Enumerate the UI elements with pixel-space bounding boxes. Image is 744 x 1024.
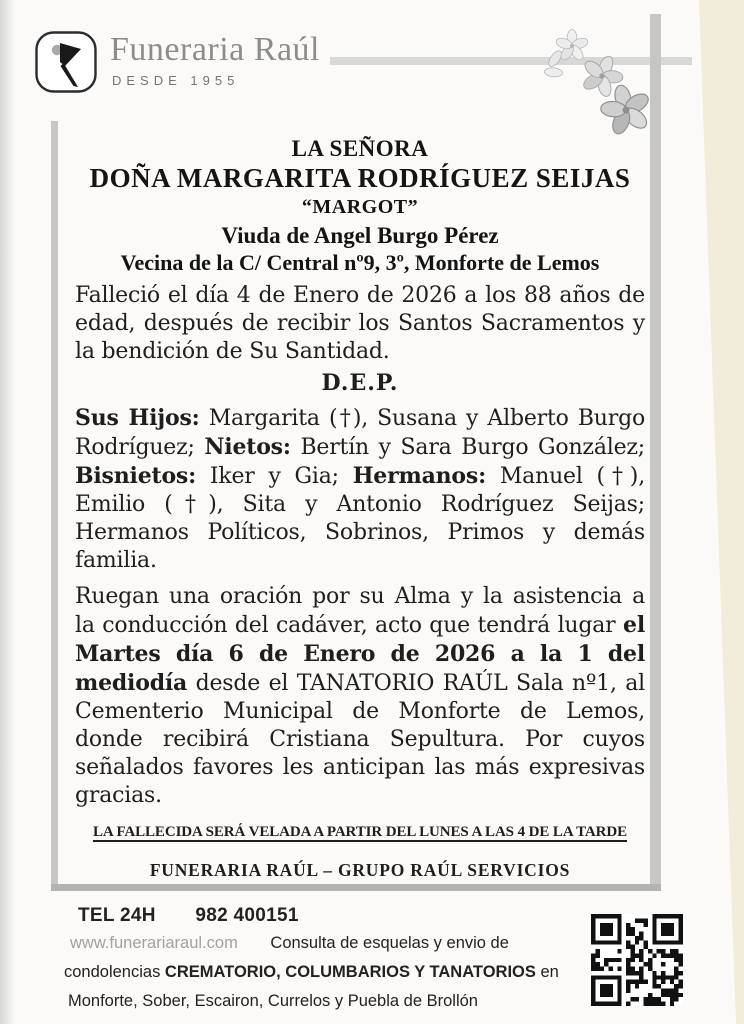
phone-line: [0, 903, 600, 929]
deceased-nickname: “MARGOT”: [301, 196, 419, 218]
services-intro-text: Consulta de esquelas y envio de: [270, 934, 509, 952]
funeraria-raul-logo-icon: [34, 30, 98, 94]
obituary-body: [59, 120, 650, 882]
funeral-home-signature: FUNERARIA RAÚL – GRUPO RAÚL SERVICIOS: [149, 860, 571, 880]
tel-24h-label: TEL 24H: [78, 905, 156, 926]
scan-edge-paper: [697, 0, 744, 1024]
tel-number: 982 400151: [195, 905, 299, 926]
frame-left: [51, 121, 58, 891]
wake-notice: LA FALLECIDA SERÁ VELADA A PARTIR DEL LUNES A LAS 4 DE LA TARDE: [92, 824, 627, 840]
marital-status-line: Viuda de Angel Burgo Pérez: [221, 223, 499, 248]
brand-name: Funeraria Raúl: [110, 31, 320, 68]
honorific: LA SEÑORA: [291, 136, 429, 161]
brand-text: [110, 30, 320, 88]
services-pre-text: condolencias: [64, 963, 165, 981]
website-line: [0, 929, 600, 958]
dep-abbreviation: D.E.P.: [321, 370, 399, 396]
residence-line: Vecina de la C/ Central nº9, 3º, Monforte de Lemos: [120, 250, 600, 275]
services-line: [0, 958, 600, 987]
contact-footer: [0, 903, 600, 1016]
death-details-paragraph: Falleció el día 4 de Enero de 2026 a los 88 años de edad, después de recibir los Santos Sacramentos y la bendición de Su Santidad.: [75, 283, 645, 364]
deceased-name: DOÑA MARGARITA RODRÍGUEZ SEIJAS: [89, 163, 631, 193]
qr-code: [591, 914, 683, 1006]
services-bold-text: CREMATORIO, COLUMBARIOS Y TANATORIOS: [164, 963, 536, 981]
brand-since: DESDE 1955: [112, 73, 240, 88]
scan-edge-shadow: [0, 0, 15, 1024]
website-url: www.funerariaraul.com: [70, 934, 238, 952]
brand-header: [34, 30, 320, 94]
family-paragraph: Sus Hijos: Margarita (†), Susana y Alberto Burgo Rodríguez; Nietos: Bertín y Sara Burgo González; Bisnietos: Iker y Gia; Hermanos: Manuel (†), Emilio (†), Sita y Antonio Rodríguez Seijas; Hermanos Políticos, Sobrinos, Primos y demás familia.: [75, 405, 645, 573]
funeral-arrangements-paragraph: Ruegan una oración por su Alma y la asistencia a la conducción del cadáver, acto que tendrá lugar el Martes día 6 de Enero de 2026 a la 1 del mediodía desde el TANATORIO RAÚL Sala nº1, al Cementerio Municipal de Monforte de Lemos, donde recibirá Cristiana Sepultura. Por cuyos señalados favores les anticipan las más expresivas gracias.: [75, 584, 645, 808]
frame-bottom: [51, 884, 661, 891]
towns-line: Monforte, Sober, Escairon, Currelos y Puebla de Brollón: [68, 992, 478, 1010]
services-post-text: en: [540, 963, 559, 981]
